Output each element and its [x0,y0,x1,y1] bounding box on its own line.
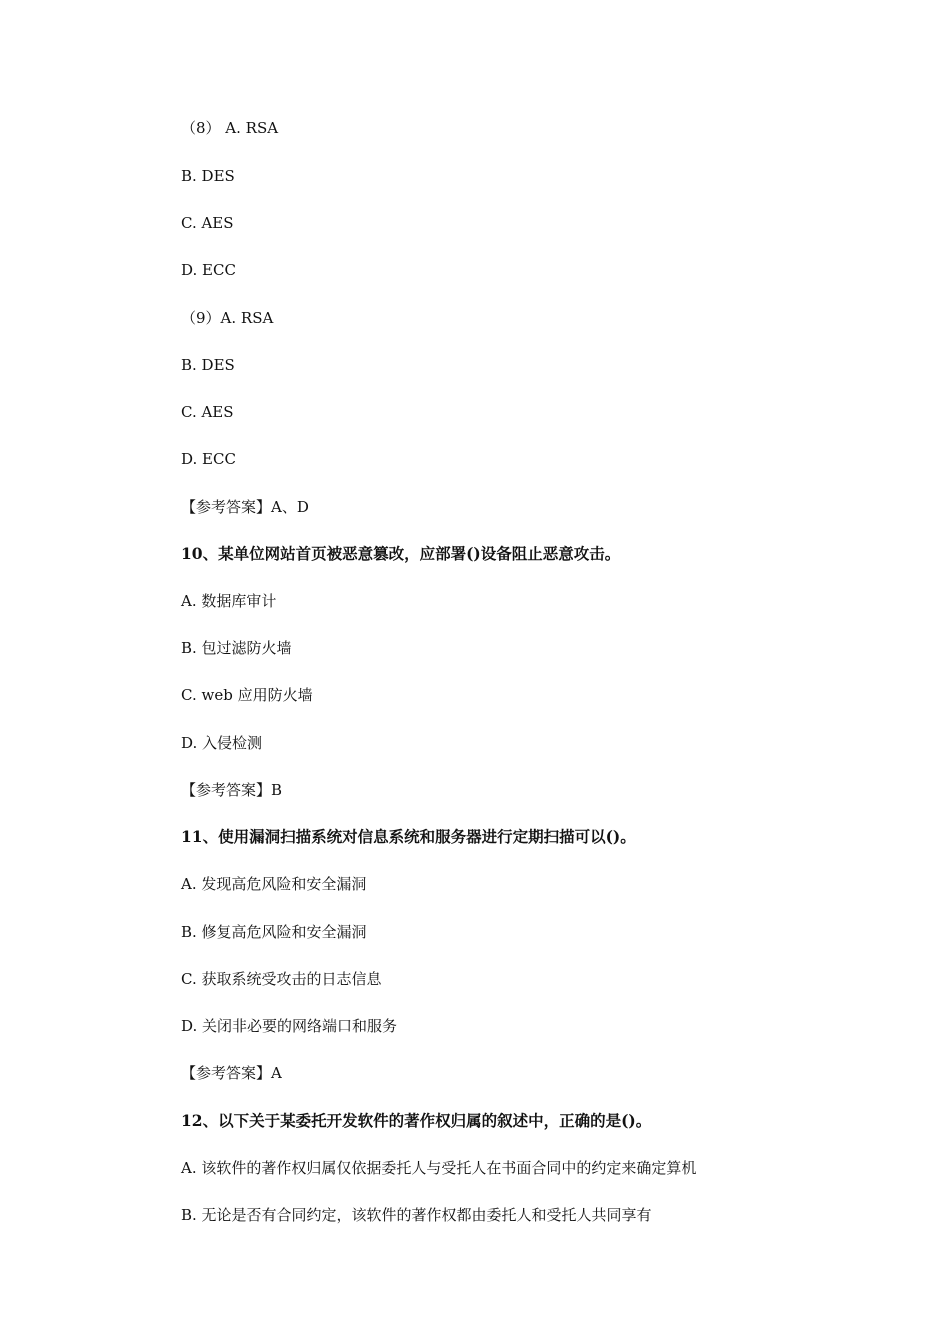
option-8-d: D. ECC [181,261,236,279]
option-8-c: C. AES [181,214,234,232]
answer-11: 【参考答案】A [181,1064,282,1082]
option-12-b: B. 无论是否有合同约定，该软件的著作权都由委托人和受托人共同享有 [181,1206,652,1224]
question-11: 11、使用漏洞扫描系统对信息系统和服务器进行定期扫描可以()。 [181,827,636,846]
answer-10: 【参考答案】B [181,781,283,799]
option-11-a: A. 发现高危风险和安全漏洞 [181,875,367,893]
option-8-b: B. DES [181,167,235,185]
option-10-c: C. web 应用防火墙 [181,686,313,704]
option-9-d: D. ECC [181,450,236,468]
option-9-b: B. DES [181,356,235,374]
option-10-d: D. 入侵检测 [181,734,263,752]
option-10-a: A. 数据库审计 [181,592,277,610]
question-10: 10、某单位网站首页被恶意篡改，应部署()设备阻止恶意攻击。 [181,544,621,563]
answer-8-9: 【参考答案】A、D [181,498,309,516]
option-8-a: （8） A. RSA [181,119,279,137]
option-10-b: B. 包过滤防火墙 [181,639,292,657]
option-11-b: B. 修复高危风险和安全漏洞 [181,923,367,941]
question-12: 12、以下关于某委托开发软件的著作权归属的叙述中，正确的是()。 [181,1111,652,1130]
option-12-a: A. 该软件的著作权归属仅依据委托人与受托人在书面合同中的约定来确定算机 [181,1159,697,1177]
option-9-c: C. AES [181,403,234,421]
option-9-a: （9）A. RSA [181,309,274,327]
option-11-c: C. 获取系统受攻击的日志信息 [181,970,382,988]
option-11-d: D. 关闭非必要的网络端口和服务 [181,1017,398,1035]
